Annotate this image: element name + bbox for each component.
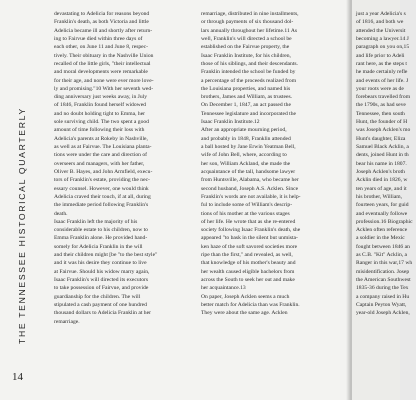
text-line: remarriage, distributed in nine installments,	[201, 11, 299, 17]
text-line: and eventually followe	[356, 210, 408, 217]
text-line: he made certainly refle	[356, 69, 408, 76]
text-line: stipulated a cash payment of one hundred	[54, 301, 147, 308]
text-line: Adelicia's parents at Rokeby in Nashville,	[54, 135, 148, 142]
text-line: each other, on June 11 and June 8, respec-	[54, 44, 149, 51]
text-column-right	[356, 10, 416, 318]
text-line: rant here, as the steps t	[356, 60, 407, 67]
text-line: Acklen often reference	[356, 227, 408, 234]
text-line: of 1816, and both we	[356, 19, 404, 26]
text-line: tively. Their obituary in the Nashville Union	[54, 52, 154, 59]
text-line: fought between 1846 an	[356, 243, 410, 250]
text-line: the Louisiana properties, and named his	[201, 85, 291, 92]
text-line: your roots were as de	[356, 85, 404, 92]
text-line: Samuel Black Acklin, a	[356, 144, 409, 150]
text-line: bear his name in 1807.	[356, 160, 407, 167]
text-line: for their age, and none were ever more love-	[54, 77, 154, 84]
text-line: a company raised in Hu	[356, 293, 410, 300]
text-line: Hunt's daughter, Eliza	[356, 135, 406, 142]
text-line: ripe than the first," and revealed, as well,	[201, 252, 293, 259]
text-line: Oliver B. Hayes, and John Armfield, execu-	[54, 168, 153, 175]
text-line: the 1790s, as had seve	[356, 102, 406, 109]
text-line: On paper, Joseph Acklen seems a much	[201, 293, 290, 300]
text-line: her acquaintance.13	[201, 285, 246, 292]
text-line: a soldier in the Mexic	[356, 235, 405, 242]
text-line: or through payments of six thousand dol-	[201, 19, 294, 26]
text-line: society following Isaac Franklin's death, she	[201, 227, 301, 234]
text-line: Franklin's words are not available, it is help-	[201, 193, 301, 200]
text-line: Hunt, the founder of H	[356, 119, 408, 126]
text-line: better match for Adelicia than was Franklin.	[201, 301, 300, 308]
text-line: the immediate period following Franklin's	[54, 202, 149, 209]
text-line: Franklin's death, as both Victoria and little	[54, 19, 149, 26]
text-line: wife of John Bell, where, according to	[201, 152, 287, 159]
text-column-left	[54, 10, 182, 326]
text-line: and probably in 1848, Franklin attended	[201, 135, 291, 142]
text-line: ful to include some of William's descrip-	[201, 202, 293, 209]
text-line: a percentage of the proceeds realized from	[201, 77, 297, 84]
text-line: Acklin died in 1826, w	[356, 177, 408, 184]
text-line: and events of her life. J	[356, 77, 409, 84]
text-line: They were about the same age. Acklen	[201, 310, 288, 317]
text-line: year-old Joseph Acklen,	[356, 310, 410, 317]
text-line: second husband, Joseph A.S. Acklen. Since	[201, 185, 299, 192]
text-line: dents, joined Hunt in th	[356, 152, 409, 159]
text-line: overseers and managers, with her father,	[54, 160, 145, 167]
text-line: becoming a lawyer.14 J	[356, 35, 409, 42]
text-line: her son, William Ackland, she made the	[201, 160, 291, 167]
text-line: Adelicia craved their touch, if at all, during	[54, 193, 151, 200]
text-line: ing to Fairvue died within three days of	[54, 35, 143, 42]
text-line: appeared "to bask in the silent but unmista-	[201, 235, 298, 242]
text-line: Isaac Franklin's will directed its executors	[54, 277, 149, 283]
text-line: On December 1, 1847, an act passed the	[201, 102, 291, 109]
text-line: acquaintance of the tall, handsome lawyer	[201, 168, 296, 175]
text-line: amount of time following their loss with	[54, 127, 145, 134]
text-line: profession.16 Biographic	[356, 218, 413, 225]
text-line: Tennessee, then south	[356, 110, 405, 117]
text-line: was Joseph Acklen's mo	[356, 127, 411, 134]
text-line: paragraph on you on,15	[356, 44, 410, 51]
text-line: 1835-36 during the Tex	[356, 285, 409, 292]
text-line: death.	[54, 210, 68, 217]
text-line: remarriage.	[54, 318, 80, 325]
text-line: as C.B. "Kit" Acklin, a	[356, 252, 408, 259]
text-line: Adelicia became ill and shortly after return-	[54, 27, 153, 34]
text-line: devastating to Adelicia for reasons beyond	[54, 11, 150, 17]
text-line: considerable estate to his children, now to	[54, 227, 148, 234]
text-line: essary counsel. However, one would think	[54, 185, 149, 192]
text-line: somely for Adelicia Franklin in the will	[54, 243, 143, 250]
text-line: forebears travelled from	[356, 94, 411, 101]
text-line: Emma Franklin alone. He provided hand-	[54, 235, 148, 242]
text-line: Tennessee legislature and incorporated the	[201, 110, 296, 117]
text-line: well, Franklin's will directed a school be	[201, 35, 292, 42]
text-line: his brother, William,	[356, 193, 403, 200]
text-line: After an appropriate mourning period,	[201, 127, 287, 134]
text-line: lars annually throughout her lifetime.11 As	[201, 27, 298, 34]
page-number: 14	[12, 371, 23, 383]
text-line: Isaac Franklin Institute, for his children,	[201, 52, 291, 59]
text-line: and moral developments were remarkable	[54, 69, 148, 76]
text-line: Isaac Franklin Institute.12	[201, 119, 260, 126]
text-line: fourteen years, for guid	[356, 202, 409, 209]
text-line: at Fairvue. Should his widow marry again,	[54, 268, 150, 275]
text-line: Ranger in this war,17 wh	[356, 260, 413, 267]
text-line: misidentification. Josep	[356, 268, 410, 275]
text-line: guardianship for the children. The will	[54, 293, 141, 300]
text-line: Isaac Franklin left the majority of his	[54, 218, 138, 225]
text-line: of her life. He wrote that as she re-entered	[201, 218, 296, 225]
text-line: those of his siblings, and their descendants.	[201, 60, 298, 67]
text-line: and no doubt holding tight to Emma, her	[54, 110, 146, 117]
text-line: attended the Universit	[356, 27, 406, 34]
text-line: established on the Fairvue property, the	[201, 44, 290, 51]
text-line: a ball hosted by Jane Erwin Yeatman Bell,	[201, 144, 296, 150]
text-line: Franklin intended the school be funded by	[201, 69, 296, 76]
text-line: just a year Adelicia's s	[356, 11, 406, 17]
text-line: brothers, James and William, as trustees.	[201, 94, 293, 101]
text-column-middle	[201, 10, 329, 318]
running-title: THE TENNESSEE HISTORICAL QUARTERLY	[17, 107, 27, 344]
text-line: tions of his mother at the various stages	[201, 210, 290, 217]
text-line: thousand dollars to Adelicia Franklin at her	[54, 310, 151, 317]
text-line: ly and promising."10 With her seventh wed-	[54, 85, 154, 92]
text-line: to take possession of Fairvue, and provide	[54, 285, 149, 292]
text-line: that knowledge of his mother's beauty and	[201, 260, 296, 267]
text-line: Captain Peyton Wyatt,	[356, 301, 407, 308]
text-line: from Huntsville, Alabama, who became her	[201, 177, 299, 184]
text-line: sole surviving child. The two spent a good	[54, 119, 149, 126]
text-line: as well as at Fairvue. The Louisiana planta-	[54, 144, 152, 150]
text-line: recalled of the little girls, "their intellectual	[54, 60, 151, 67]
text-line: across the South to seek her out and make	[201, 277, 295, 283]
text-line: Joseph Acklen's broth	[356, 168, 405, 175]
text-line: ding anniversary just weeks away, in July	[54, 94, 148, 101]
text-line: and life prior to Adeli	[356, 52, 405, 59]
text-line: tors of Franklin's estate, providing the nec-	[54, 177, 150, 184]
text-line: of 1846, Franklin found herself widowed	[54, 102, 146, 109]
text-line: and it was his desire they continue to live	[54, 260, 147, 267]
text-line: tions were under the care and direction of	[54, 152, 148, 159]
text-line: the American Southwest	[356, 277, 411, 283]
text-line: and their children might [be "to the best style"	[54, 252, 158, 259]
text-line: ken haze of the soft savored societies more	[201, 243, 298, 250]
text-line: ten years of age, and it	[356, 185, 407, 192]
text-line: her wealth caused eligible bachelors from	[201, 268, 295, 275]
